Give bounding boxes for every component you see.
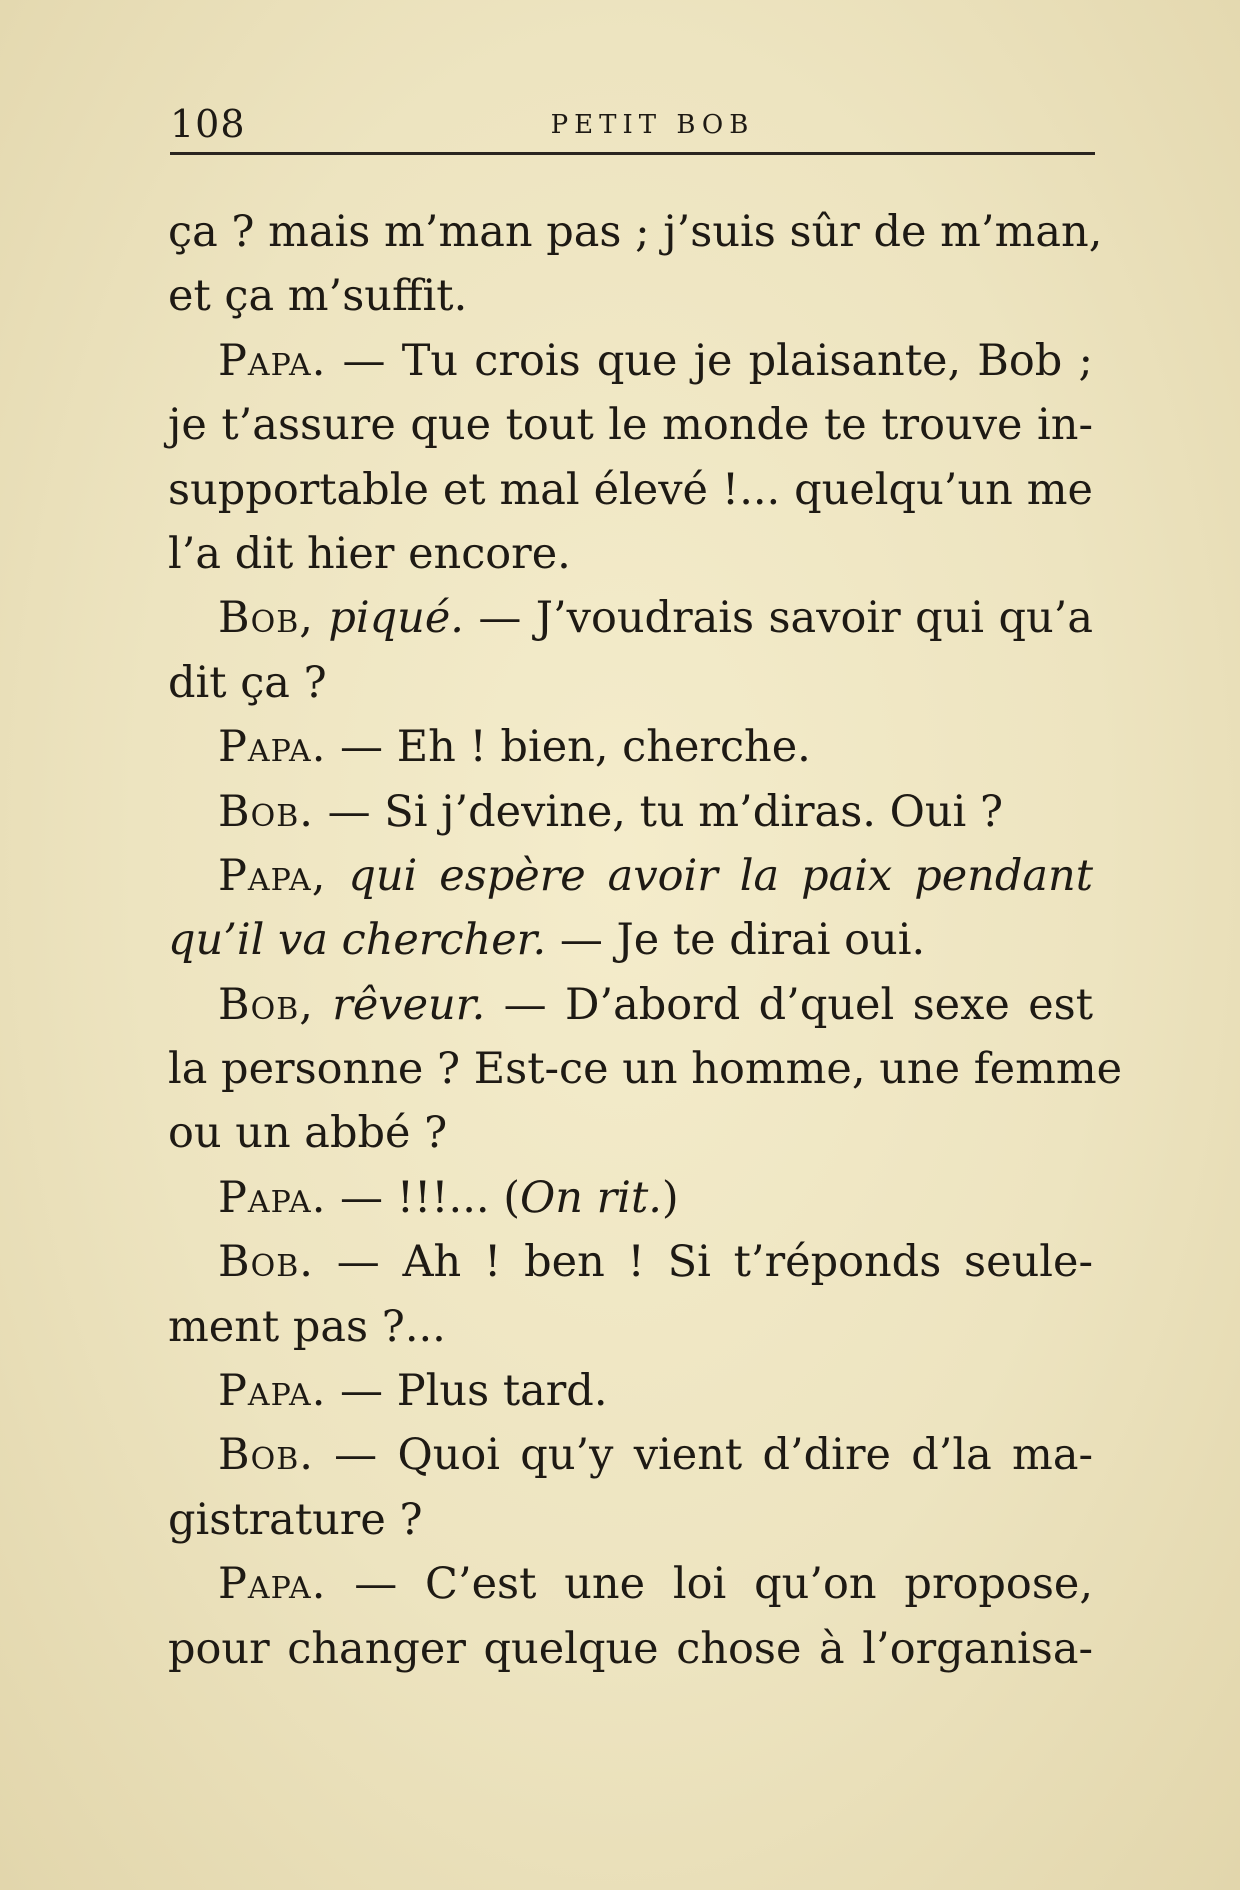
text-line (168, 780, 1093, 844)
dialogue-text: supportable et mal élevé !... quelqu’un me (168, 464, 1093, 515)
text-line (168, 908, 1093, 972)
dialogue-text: — Je te dirai oui. (546, 915, 926, 966)
dialogue-text (314, 980, 332, 1030)
text-line (168, 1423, 1093, 1487)
dialogue-text: — C’est une loi qu’on propose, (326, 1559, 1093, 1610)
text-line (168, 329, 1093, 393)
page-text (168, 200, 1123, 1681)
speaker-name: Papa. (218, 1366, 327, 1417)
dialogue-text: la personne ? Est-ce un homme, une femme (168, 1044, 1123, 1095)
dialogue-text: — Tu crois que je plaisante, Bob ; (326, 335, 1093, 386)
dialogue-text (314, 593, 328, 643)
dialogue-text: — J’voudrais savoir qui qu’a (463, 593, 1093, 644)
text-line (168, 1295, 1093, 1359)
dialogue-text: — D’abord d’quel sexe est (485, 979, 1093, 1030)
text-line (168, 973, 1093, 1037)
dialogue-text: gistrature ? (168, 1494, 423, 1545)
dialogue-text: — Plus tard. (326, 1366, 608, 1417)
speaker-name: Papa. (218, 1172, 327, 1223)
dialogue-text: je t’assure que tout le monde te trouve in- (168, 400, 1093, 451)
dialogue-text (326, 851, 348, 901)
text-line (168, 715, 1093, 779)
speaker-name: Bob. (218, 786, 314, 837)
dialogue-text: — !!!... ( (326, 1172, 521, 1223)
dialogue-text: ) (661, 1172, 679, 1223)
text-line (168, 1359, 1093, 1423)
dialogue-text: — Quoi qu’y vient d’dire d’la ma- (313, 1430, 1093, 1481)
stage-direction: qu’il va chercher. (168, 915, 547, 966)
dialogue-text: — Eh ! bien, cherche. (326, 722, 811, 773)
text-line (168, 651, 1093, 715)
text-line (168, 1230, 1093, 1294)
stage-direction: piqué. (328, 593, 464, 644)
text-line (168, 522, 1093, 586)
page-number: 108 (170, 102, 246, 146)
speaker-name: Bob, (218, 593, 314, 644)
stage-direction: qui espère avoir la paix pendant (348, 850, 1093, 901)
text-line (168, 844, 1093, 908)
dialogue-text: ment pas ?... (168, 1301, 446, 1352)
dialogue-text: et ça m’suffit. (168, 271, 468, 322)
running-header (170, 100, 1095, 155)
text-line (168, 1488, 1093, 1552)
speaker-name: Papa. (218, 722, 327, 773)
speaker-name: Papa. (218, 335, 327, 386)
dialogue-text: ou un abbé ? (168, 1108, 448, 1159)
text-line (168, 200, 1103, 264)
text-line (168, 1617, 1093, 1681)
stage-direction: On rit. (520, 1172, 662, 1223)
text-line (168, 458, 1093, 522)
running-title: PETIT BOB (550, 110, 755, 140)
speaker-name: Bob. (218, 1430, 314, 1481)
dialogue-text: — Ah ! ben ! Si t’réponds seule- (313, 1237, 1093, 1288)
text-line (168, 586, 1093, 650)
text-line (168, 393, 1093, 457)
dialogue-text: — Si j’devine, tu m’diras. Oui ? (313, 786, 1004, 837)
text-line (168, 1552, 1093, 1616)
speaker-name: Bob. (218, 1237, 314, 1288)
dialogue-text: dit ça ? (168, 657, 327, 708)
speaker-name: Bob, (218, 979, 314, 1030)
text-line (168, 264, 1093, 328)
dialogue-text: pour changer quelque chose à l’organisa- (168, 1623, 1093, 1674)
speaker-name: Papa, (218, 850, 327, 901)
text-line (168, 1037, 1123, 1101)
speaker-name: Papa. (218, 1559, 327, 1610)
text-line (168, 1101, 1093, 1165)
dialogue-text: l’a dit hier encore. (168, 528, 571, 579)
stage-direction: rêveur. (332, 979, 486, 1030)
text-line (168, 1166, 1093, 1230)
dialogue-text: ça ? mais m’man pas ; j’suis sûr de m’man, (168, 207, 1103, 257)
